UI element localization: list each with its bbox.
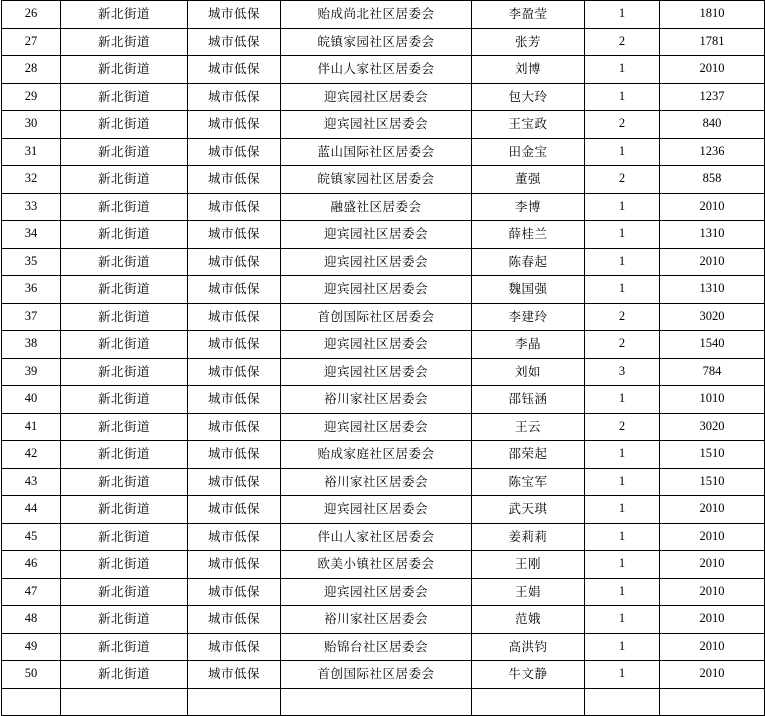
cell-street: 新北街道 <box>61 111 188 139</box>
cell-amount: 1310 <box>660 221 765 249</box>
cell-count: 1 <box>585 386 660 414</box>
cell-amount: 2010 <box>660 496 765 524</box>
cell-type: 城市低保 <box>188 193 281 221</box>
cell-type: 城市低保 <box>188 358 281 386</box>
cell-count: 1 <box>585 193 660 221</box>
cell-street: 新北街道 <box>61 56 188 84</box>
subsidy-table <box>1 0 765 716</box>
cell-count: 1 <box>585 523 660 551</box>
cell-community: 贻锦台社区居委会 <box>281 633 472 661</box>
table-row <box>2 633 765 661</box>
cell-amount: 1310 <box>660 276 765 304</box>
cell-type: 城市低保 <box>188 661 281 689</box>
cell-name: 陈宝军 <box>472 468 585 496</box>
cell-type: 城市低保 <box>188 496 281 524</box>
cell-amount: 1010 <box>660 386 765 414</box>
table-row <box>2 138 765 166</box>
cell-name: 李博 <box>472 193 585 221</box>
cell-street: 新北街道 <box>61 413 188 441</box>
cell-type: 城市低保 <box>188 83 281 111</box>
cell-type: 城市低保 <box>188 56 281 84</box>
table-row <box>2 386 765 414</box>
cell-name: 李盈莹 <box>472 1 585 29</box>
table-row <box>2 28 765 56</box>
cell-community: 贻成尚北社区居委会 <box>281 1 472 29</box>
cell-name: 薛桂兰 <box>472 221 585 249</box>
table-row <box>2 166 765 194</box>
cell-street: 新北街道 <box>61 661 188 689</box>
cell-clipped <box>2 688 61 716</box>
cell-type: 城市低保 <box>188 633 281 661</box>
cell-count: 1 <box>585 276 660 304</box>
cell-count: 2 <box>585 303 660 331</box>
cell-community: 迎宾园社区居委会 <box>281 413 472 441</box>
cell-index: 28 <box>2 56 61 84</box>
cell-amount: 858 <box>660 166 765 194</box>
cell-amount: 1236 <box>660 138 765 166</box>
cell-name: 董强 <box>472 166 585 194</box>
cell-clipped <box>281 688 472 716</box>
cell-name: 王娟 <box>472 578 585 606</box>
cell-index: 46 <box>2 551 61 579</box>
cell-community: 迎宾园社区居委会 <box>281 221 472 249</box>
cell-index: 47 <box>2 578 61 606</box>
cell-type: 城市低保 <box>188 441 281 469</box>
cell-type: 城市低保 <box>188 523 281 551</box>
cell-type: 城市低保 <box>188 551 281 579</box>
cell-community: 皖镇家园社区居委会 <box>281 28 472 56</box>
cell-index: 42 <box>2 441 61 469</box>
cell-name: 李建玲 <box>472 303 585 331</box>
cell-index: 34 <box>2 221 61 249</box>
cell-amount: 1781 <box>660 28 765 56</box>
cell-street: 新北街道 <box>61 331 188 359</box>
cell-amount: 2010 <box>660 551 765 579</box>
cell-count: 1 <box>585 56 660 84</box>
table-row <box>2 193 765 221</box>
cell-community: 欧美小镇社区居委会 <box>281 551 472 579</box>
cell-index: 39 <box>2 358 61 386</box>
cell-name: 田金宝 <box>472 138 585 166</box>
cell-index: 32 <box>2 166 61 194</box>
cell-community: 贻成家庭社区居委会 <box>281 441 472 469</box>
table-row <box>2 276 765 304</box>
cell-name: 陈春起 <box>472 248 585 276</box>
cell-count: 1 <box>585 221 660 249</box>
cell-name: 武天琪 <box>472 496 585 524</box>
cell-type: 城市低保 <box>188 138 281 166</box>
cell-type: 城市低保 <box>188 386 281 414</box>
cell-amount: 1810 <box>660 1 765 29</box>
cell-index: 38 <box>2 331 61 359</box>
cell-type: 城市低保 <box>188 331 281 359</box>
cell-street: 新北街道 <box>61 166 188 194</box>
cell-index: 31 <box>2 138 61 166</box>
cell-type: 城市低保 <box>188 111 281 139</box>
cell-type: 城市低保 <box>188 28 281 56</box>
cell-name: 刘如 <box>472 358 585 386</box>
table-row <box>2 56 765 84</box>
cell-index: 50 <box>2 661 61 689</box>
cell-index: 37 <box>2 303 61 331</box>
cell-count: 1 <box>585 661 660 689</box>
cell-count: 2 <box>585 111 660 139</box>
cell-name: 牛文静 <box>472 661 585 689</box>
cell-amount: 2010 <box>660 56 765 84</box>
cell-count: 1 <box>585 441 660 469</box>
cell-index: 27 <box>2 28 61 56</box>
cell-street: 新北街道 <box>61 496 188 524</box>
cell-index: 48 <box>2 606 61 634</box>
cell-street: 新北街道 <box>61 358 188 386</box>
cell-name: 王宝政 <box>472 111 585 139</box>
cell-amount: 3020 <box>660 303 765 331</box>
cell-community: 迎宾园社区居委会 <box>281 276 472 304</box>
table-row <box>2 221 765 249</box>
cell-community: 迎宾园社区居委会 <box>281 111 472 139</box>
table-row <box>2 606 765 634</box>
cell-street: 新北街道 <box>61 441 188 469</box>
cell-amount: 2010 <box>660 248 765 276</box>
cell-count: 1 <box>585 1 660 29</box>
cell-community: 首创国际社区居委会 <box>281 661 472 689</box>
cell-name: 李晶 <box>472 331 585 359</box>
cell-index: 40 <box>2 386 61 414</box>
cell-name: 刘博 <box>472 56 585 84</box>
table-row <box>2 413 765 441</box>
cell-name: 王刚 <box>472 551 585 579</box>
cell-amount: 784 <box>660 358 765 386</box>
cell-amount: 840 <box>660 111 765 139</box>
cell-amount: 2010 <box>660 633 765 661</box>
cell-count: 1 <box>585 633 660 661</box>
cell-count: 1 <box>585 551 660 579</box>
cell-index: 26 <box>2 1 61 29</box>
cell-type: 城市低保 <box>188 606 281 634</box>
cell-count: 3 <box>585 358 660 386</box>
cell-clipped <box>585 688 660 716</box>
cell-community: 迎宾园社区居委会 <box>281 578 472 606</box>
cell-street: 新北街道 <box>61 551 188 579</box>
cell-amount: 1540 <box>660 331 765 359</box>
cell-amount: 1510 <box>660 441 765 469</box>
table-row <box>2 303 765 331</box>
cell-amount: 2010 <box>660 193 765 221</box>
cell-type: 城市低保 <box>188 221 281 249</box>
table-row <box>2 523 765 551</box>
cell-community: 迎宾园社区居委会 <box>281 496 472 524</box>
cell-index: 41 <box>2 413 61 441</box>
cell-count: 1 <box>585 138 660 166</box>
cell-community: 裕川家社区居委会 <box>281 606 472 634</box>
cell-street: 新北街道 <box>61 606 188 634</box>
cell-type: 城市低保 <box>188 1 281 29</box>
cell-community: 迎宾园社区居委会 <box>281 331 472 359</box>
cell-name: 包大玲 <box>472 83 585 111</box>
cell-type: 城市低保 <box>188 303 281 331</box>
cell-amount: 1237 <box>660 83 765 111</box>
cell-name: 高洪钧 <box>472 633 585 661</box>
cell-name: 范娥 <box>472 606 585 634</box>
cell-clipped <box>660 688 765 716</box>
cell-amount: 2010 <box>660 606 765 634</box>
cell-community: 首创国际社区居委会 <box>281 303 472 331</box>
cell-index: 29 <box>2 83 61 111</box>
cell-index: 45 <box>2 523 61 551</box>
cell-amount: 2010 <box>660 523 765 551</box>
cell-count: 1 <box>585 83 660 111</box>
cell-street: 新北街道 <box>61 523 188 551</box>
cell-index: 30 <box>2 111 61 139</box>
cell-index: 43 <box>2 468 61 496</box>
cell-street: 新北街道 <box>61 276 188 304</box>
cell-index: 35 <box>2 248 61 276</box>
cell-type: 城市低保 <box>188 248 281 276</box>
cell-amount: 2010 <box>660 661 765 689</box>
cell-count: 2 <box>585 331 660 359</box>
table-row <box>2 358 765 386</box>
cell-amount: 2010 <box>660 578 765 606</box>
cell-street: 新北街道 <box>61 633 188 661</box>
table-row <box>2 468 765 496</box>
cell-community: 迎宾园社区居委会 <box>281 248 472 276</box>
cell-community: 迎宾园社区居委会 <box>281 83 472 111</box>
cell-count: 2 <box>585 413 660 441</box>
table-row <box>2 551 765 579</box>
cell-type: 城市低保 <box>188 276 281 304</box>
cell-name: 张芳 <box>472 28 585 56</box>
cell-amount: 1510 <box>660 468 765 496</box>
cell-type: 城市低保 <box>188 413 281 441</box>
cell-community: 迎宾园社区居委会 <box>281 358 472 386</box>
cell-street: 新北街道 <box>61 193 188 221</box>
cell-count: 1 <box>585 468 660 496</box>
cell-index: 49 <box>2 633 61 661</box>
table-row-clipped <box>2 688 765 716</box>
table-row <box>2 331 765 359</box>
cell-name: 邵荣起 <box>472 441 585 469</box>
cell-type: 城市低保 <box>188 166 281 194</box>
cell-index: 36 <box>2 276 61 304</box>
cell-index: 44 <box>2 496 61 524</box>
table-row <box>2 496 765 524</box>
cell-street: 新北街道 <box>61 28 188 56</box>
cell-count: 1 <box>585 496 660 524</box>
cell-count: 2 <box>585 28 660 56</box>
cell-street: 新北街道 <box>61 1 188 29</box>
cell-street: 新北街道 <box>61 468 188 496</box>
cell-name: 魏国强 <box>472 276 585 304</box>
table-row <box>2 661 765 689</box>
table-row <box>2 83 765 111</box>
cell-community: 皖镇家园社区居委会 <box>281 166 472 194</box>
cell-name: 姜莉莉 <box>472 523 585 551</box>
cell-community: 伴山人家社区居委会 <box>281 523 472 551</box>
cell-type: 城市低保 <box>188 468 281 496</box>
cell-street: 新北街道 <box>61 83 188 111</box>
cell-clipped <box>472 688 585 716</box>
table-row <box>2 1 765 29</box>
cell-amount: 3020 <box>660 413 765 441</box>
cell-community: 裕川家社区居委会 <box>281 386 472 414</box>
cell-street: 新北街道 <box>61 138 188 166</box>
cell-count: 2 <box>585 166 660 194</box>
cell-community: 裕川家社区居委会 <box>281 468 472 496</box>
cell-street: 新北街道 <box>61 303 188 331</box>
cell-count: 1 <box>585 606 660 634</box>
cell-community: 蓝山国际社区居委会 <box>281 138 472 166</box>
table-row <box>2 578 765 606</box>
table-row <box>2 441 765 469</box>
cell-street: 新北街道 <box>61 221 188 249</box>
cell-community: 融盛社区居委会 <box>281 193 472 221</box>
table-row <box>2 111 765 139</box>
cell-count: 1 <box>585 248 660 276</box>
cell-count: 1 <box>585 578 660 606</box>
cell-street: 新北街道 <box>61 578 188 606</box>
cell-street: 新北街道 <box>61 386 188 414</box>
cell-clipped <box>188 688 281 716</box>
cell-street: 新北街道 <box>61 248 188 276</box>
cell-type: 城市低保 <box>188 578 281 606</box>
cell-name: 王云 <box>472 413 585 441</box>
cell-name: 邵钰涵 <box>472 386 585 414</box>
table-row <box>2 248 765 276</box>
cell-community: 伴山人家社区居委会 <box>281 56 472 84</box>
cell-clipped <box>61 688 188 716</box>
cell-index: 33 <box>2 193 61 221</box>
